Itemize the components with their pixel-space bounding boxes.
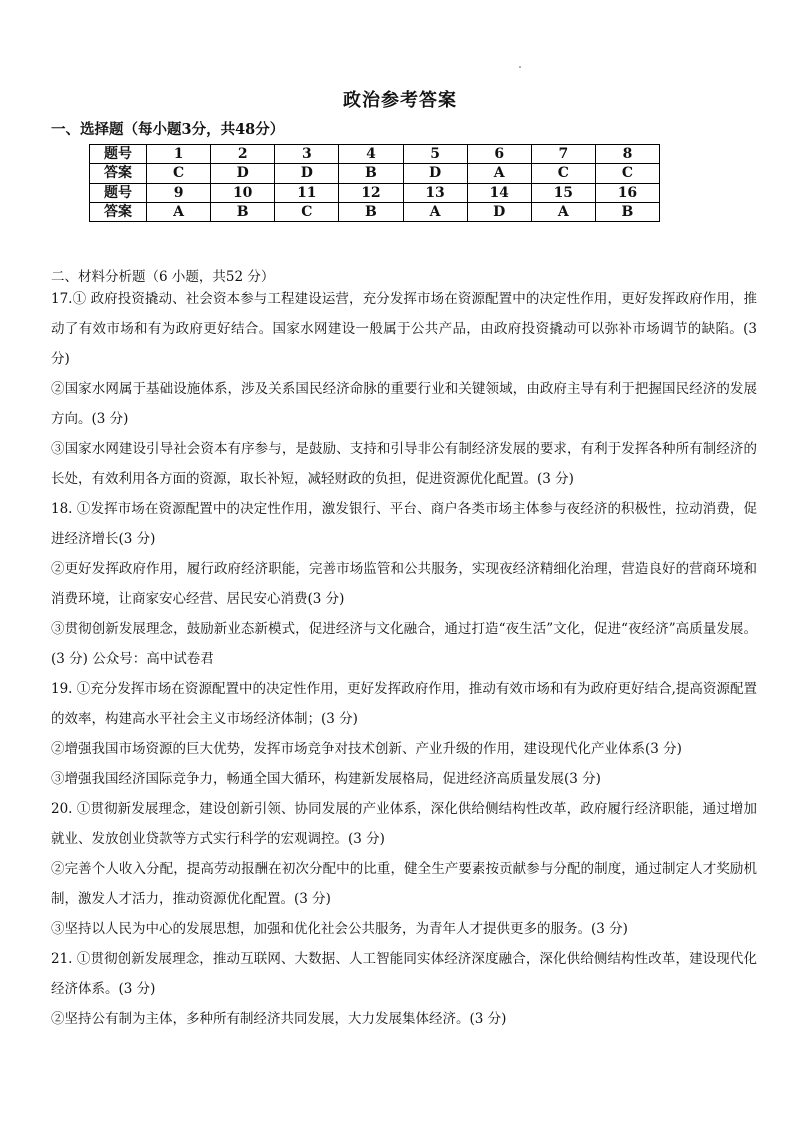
table-cell: A <box>531 202 595 221</box>
answer-paragraph: ②完善个人收入分配，提高劳动报酬在初次分配中的比重，健全生产要素按贡献参与分配的制度，通过制定人才奖励机制，激发人才活力，推动资源优化配置。(3 分) <box>51 861 757 907</box>
answer-paragraph: ③国家水网建设引导社会资本有序参与，是鼓励、支持和引导非公有制经济发展的要求，有利于发挥各种所有制经济的长处，有效利用各方面的资源，取长补短，减轻财政的负担，促进资源优化配置。(3 分) <box>51 441 757 487</box>
answer-paragraph: 19. ①充分发挥市场在资源配置中的决定性作用，更好发挥政府作用，推动有效市场和有为政府更好结合,提高资源配置的效率，构建高水平社会主义市场经济体制；(3 分) <box>51 681 757 727</box>
answers-body <box>51 284 757 1034</box>
table-cell: 15 <box>531 183 595 202</box>
answer-table <box>89 144 660 222</box>
table-cell: C <box>531 164 595 183</box>
table-cell: 14 <box>467 183 531 202</box>
answer-paragraph: ②坚持公有制为主体，多种所有制经济共同发展，大力发展集体经济。(3 分) <box>51 1011 507 1027</box>
table-row <box>90 202 660 221</box>
answer-paragraph: 18. ①发挥市场在资源配置中的决定性作用，激发银行、平台、商户各类市场主体参与夜经济的积极性，拉动消费，促进经济增长(3 分) <box>51 501 757 547</box>
table-cell: 13 <box>403 183 467 202</box>
table-cell: A <box>403 202 467 221</box>
table-row <box>90 145 660 164</box>
table-cell: 1 <box>147 145 211 164</box>
table-cell: 4 <box>339 145 403 164</box>
answer-paragraph: ③坚持以人民为中心的发展思想，加强和优化社会公共服务，为青年人才提供更多的服务。(3 分) <box>51 921 628 937</box>
section2-heading: 二、材料分析题（6 小题，共52 分） <box>51 269 275 285</box>
table-cell: C <box>147 164 211 183</box>
table-cell: 2 <box>211 145 275 164</box>
table-cell: B <box>595 202 659 221</box>
table-cell: 8 <box>595 145 659 164</box>
table-cell: B <box>211 202 275 221</box>
table-cell: C <box>595 164 659 183</box>
table-cell: 7 <box>531 145 595 164</box>
table-cell: 16 <box>595 183 659 202</box>
answer-paragraph: ③贯彻创新发展理念，鼓励新业态新模式，促进经济与文化融合，通过打造“夜生活”文化，促进“夜经济”高质量发展。(3 分) 公众号：高中试卷君 <box>51 621 757 667</box>
answer-paragraph: 21. ①贯彻创新发展理念，推动互联网、大数据、人工智能同实体经济深度融合，深化供给侧结构性改革，建设现代化经济体系。(3 分) <box>51 951 757 997</box>
table-cell: 12 <box>339 183 403 202</box>
table-cell: 11 <box>275 183 339 202</box>
scan-dot <box>519 66 521 68</box>
table-row <box>90 183 660 202</box>
answer-paragraph: 17.① 政府投资撬动、社会资本参与工程建设运营，充分发挥市场在资源配置中的决定性作用，更好发挥政府作用，推动了有效市场和有为政府更好结合。国家水网建设一般属于公共产品，由政府投资撬动可以弥补市场调节的缺陷。(3 分) <box>51 291 757 367</box>
table-cell: D <box>211 164 275 183</box>
table-row-label: 答案 <box>90 202 147 221</box>
table-cell: 9 <box>147 183 211 202</box>
table-cell: A <box>147 202 211 221</box>
table-cell: A <box>467 164 531 183</box>
table-cell: D <box>275 164 339 183</box>
table-row-label: 题号 <box>90 183 147 202</box>
table-row-label: 答案 <box>90 164 147 183</box>
section1-heading: 一、选择题（每小题3分，共48分） <box>51 121 285 138</box>
answer-paragraph: 20. ①贯彻新发展理念，建设创新引领、协同发展的产业体系，深化供给侧结构性改革，政府履行经济职能，通过增加就业、发放创业贷款等方式实行科学的宏观调控。(3 分) <box>51 801 757 847</box>
table-cell: C <box>275 202 339 221</box>
table-cell: 3 <box>275 145 339 164</box>
answer-paragraph: ②国家水网属于基础设施体系，涉及关系国民经济命脉的重要行业和关键领域，由政府主导有利于把握国民经济的发展方向。(3 分) <box>51 381 757 427</box>
page-title: 政治参考答案 <box>343 90 457 111</box>
table-cell: B <box>339 202 403 221</box>
table-cell: 5 <box>403 145 467 164</box>
table-cell: D <box>467 202 531 221</box>
table-row <box>90 164 660 183</box>
answer-paragraph: ②更好发挥政府作用，履行政府经济职能，完善市场监管和公共服务，实现夜经济精细化治理，营造良好的营商环境和消费环境，让商家安心经营、居民安心消费(3 分) <box>51 561 757 607</box>
table-row-label: 题号 <box>90 145 147 164</box>
table-cell: 10 <box>211 183 275 202</box>
table-cell: D <box>403 164 467 183</box>
answer-paragraph: ③增强我国经济国际竞争力，畅通全国大循环，构建新发展格局，促进经济高质量发展(3 分) <box>51 771 601 787</box>
table-cell: 6 <box>467 145 531 164</box>
answer-paragraph: ②增强我国市场资源的巨大优势，发挥市场竞争对技术创新、产业升级的作用，建设现代化产业体系(3 分) <box>51 741 682 757</box>
table-cell: B <box>339 164 403 183</box>
